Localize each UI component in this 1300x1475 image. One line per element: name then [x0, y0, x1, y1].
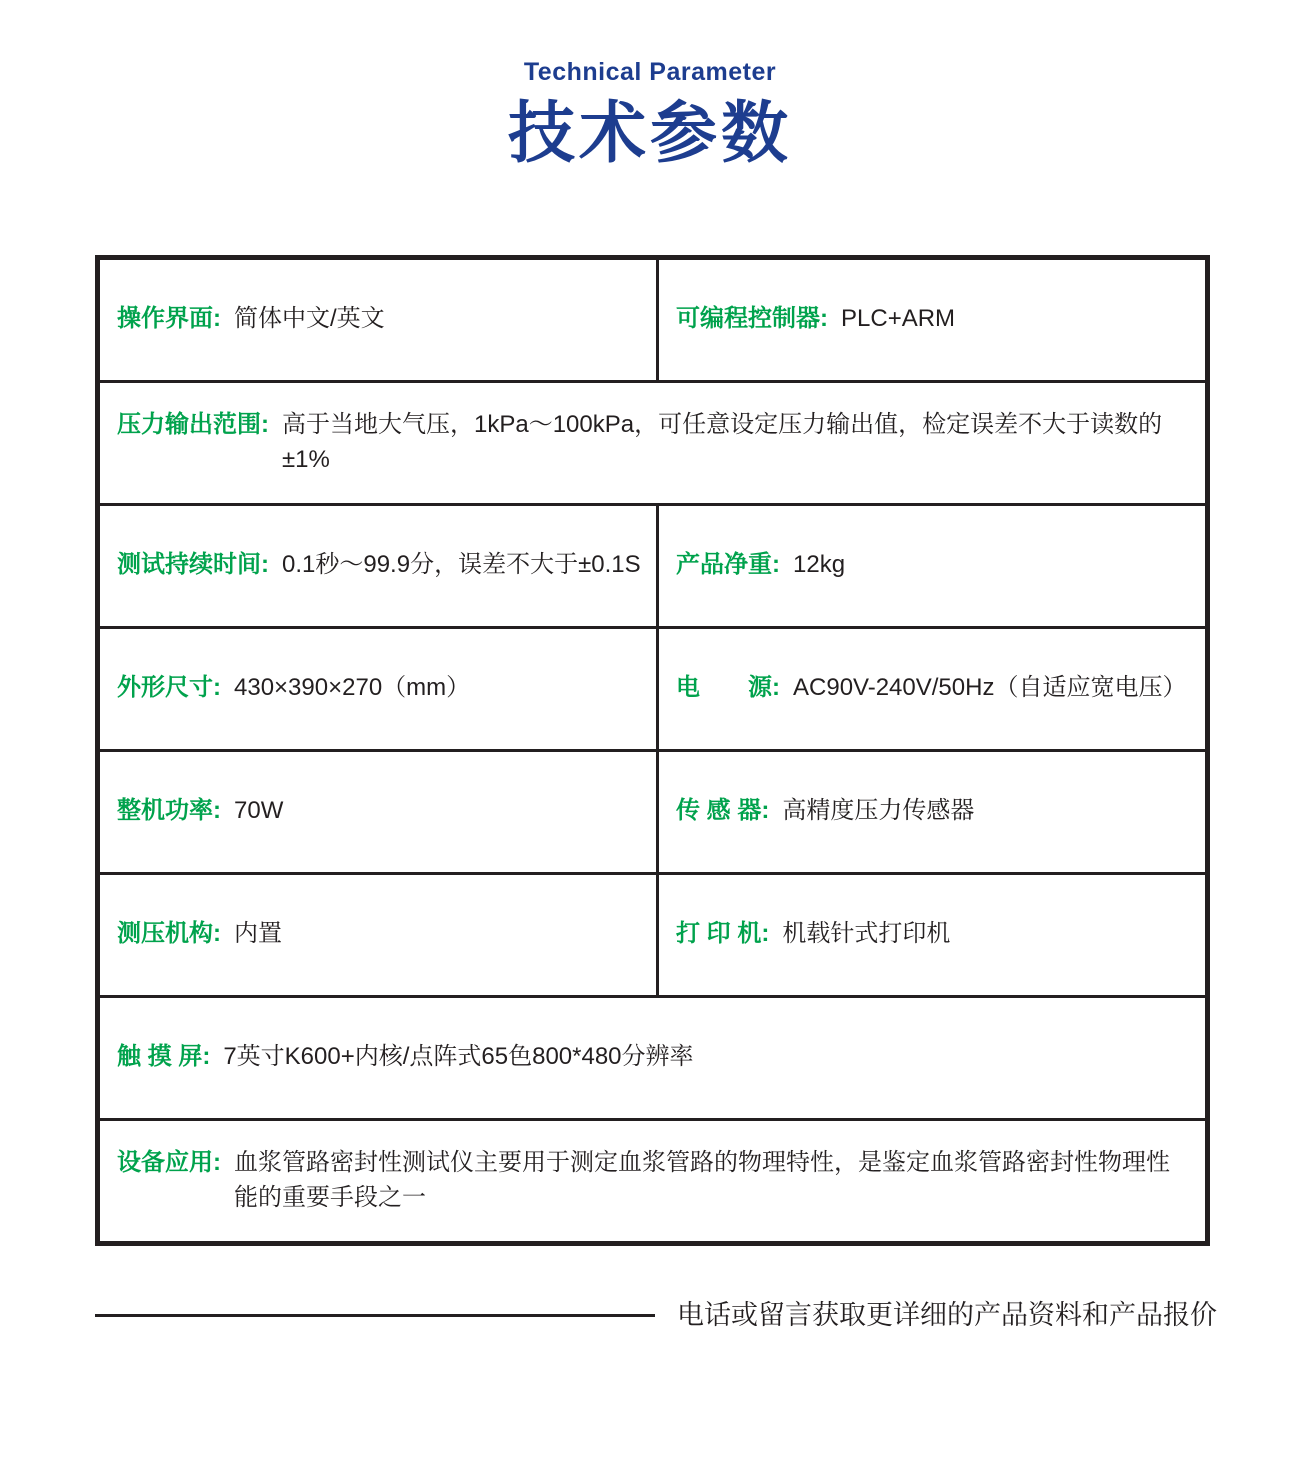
spec-label: 触 摸 屏:	[117, 1043, 211, 1071]
spec-label: 测压机构:	[117, 920, 221, 948]
spec-label: 打 印 机:	[676, 920, 770, 948]
spec-value: PLC+ARM	[841, 305, 956, 333]
spec-cell-dimensions	[98, 627, 658, 750]
spec-cell-net-weight	[658, 504, 1208, 627]
footer-note: 电话或留言获取更详细的产品资料和产品报价	[677, 1299, 1217, 1330]
table-row	[98, 257, 1208, 381]
table-row	[98, 627, 1208, 750]
spec-label: 外形尺寸:	[117, 674, 221, 702]
spec-cell-test-duration	[98, 504, 658, 627]
spec-value: 12kg	[793, 551, 846, 579]
spec-table	[95, 255, 1210, 1246]
spec-label: 压力输出范围:	[117, 410, 269, 438]
spec-value: 简体中文/英文	[234, 305, 385, 333]
spec-value: 高精度压力传感器	[782, 797, 975, 825]
spec-cell-programmable-controller	[658, 257, 1208, 381]
table-row	[98, 996, 1208, 1119]
table-row	[98, 750, 1208, 873]
spec-cell-touch-screen	[98, 996, 1208, 1119]
spec-value: 70W	[234, 797, 284, 825]
spec-value: 0.1秒～99.9分，误差不大于±0.1S	[282, 551, 641, 579]
table-row	[98, 504, 1208, 627]
spec-cell-power-supply	[658, 627, 1208, 750]
table-row	[98, 381, 1208, 504]
spec-value: AC90V-240V/50Hz（自适应宽电压）	[793, 674, 1187, 702]
footer	[95, 1298, 1217, 1333]
table-row	[98, 1119, 1208, 1243]
spec-cell-pressure-mechanism	[98, 873, 658, 996]
spec-cell-application	[98, 1119, 1208, 1243]
spec-label: 传 感 器:	[676, 797, 770, 825]
spec-label: 产品净重:	[676, 551, 780, 579]
spec-cell-sensor	[658, 750, 1208, 873]
spec-label: 电 源:	[676, 674, 780, 702]
divider-line	[95, 1314, 655, 1317]
spec-cell-printer	[658, 873, 1208, 996]
page-title: 技术参数	[508, 96, 792, 171]
spec-label: 操作界面:	[117, 305, 221, 333]
spec-value: 430×390×270（mm）	[234, 674, 471, 702]
spec-cell-pressure-output-range	[98, 381, 1208, 504]
spec-label: 整机功率:	[117, 797, 221, 825]
spec-cell-operation-interface	[98, 257, 658, 381]
spec-label: 测试持续时间:	[117, 551, 269, 579]
spec-value: 内置	[234, 920, 282, 948]
spec-value: 血浆管路密封性测试仪主要用于测定血浆管路的物理特性，是鉴定血浆管路密封性物理性能的重要手段之一	[234, 1148, 1170, 1211]
spec-label: 设备应用:	[117, 1148, 221, 1176]
title-english: Technical Parameter	[523, 58, 777, 86]
table-row	[98, 873, 1208, 996]
spec-value: 7英寸K600+内核/点阵式65色800*480分辨率	[223, 1043, 694, 1071]
spec-label: 可编程控制器:	[676, 305, 828, 333]
header	[0, 0, 1300, 171]
spec-value: 高于当地大气压，1kPa～100kPa，可任意设定压力输出值，检定误差不大于读数的±1%	[282, 410, 1163, 473]
spec-cell-total-power	[98, 750, 658, 873]
spec-value: 机载针式打印机	[782, 920, 951, 948]
